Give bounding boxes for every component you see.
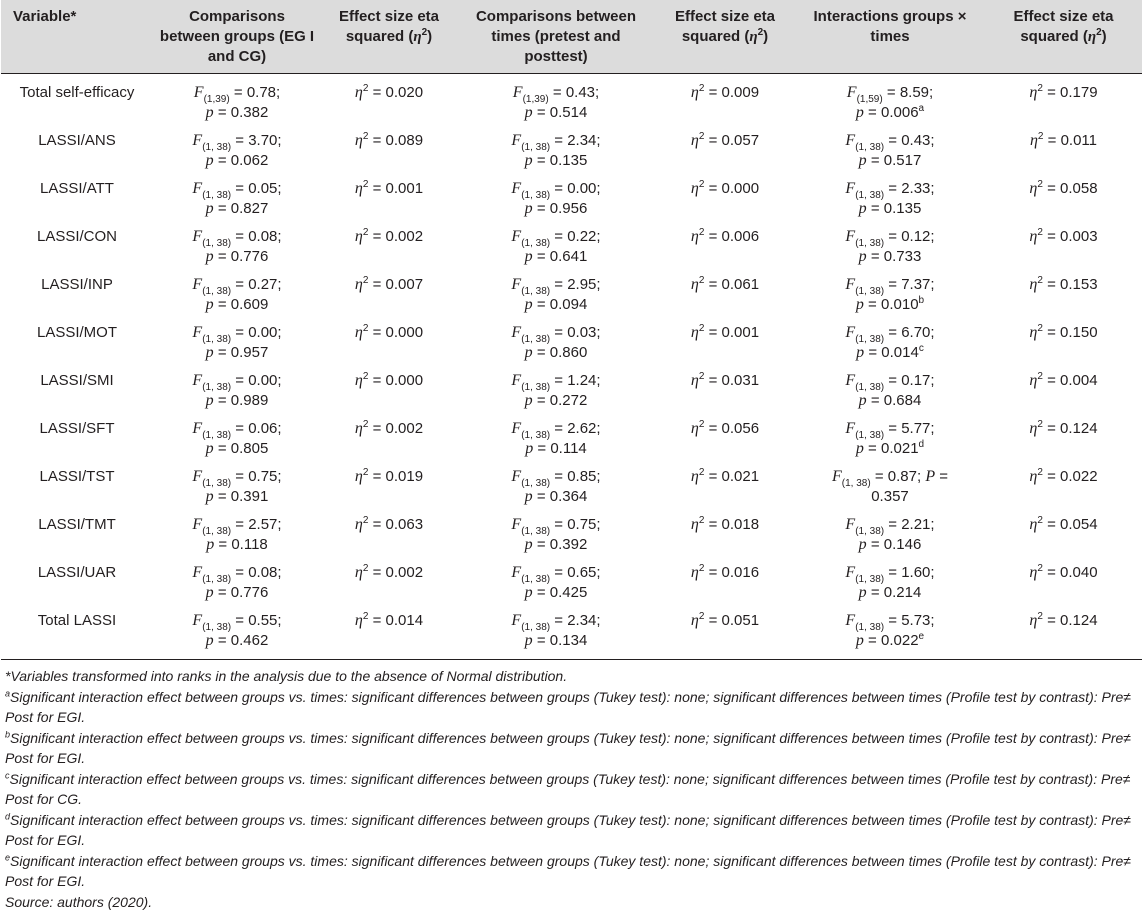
table-footnotes xyxy=(1,659,1142,912)
p-value: 0.684 xyxy=(883,392,922,409)
interaction-comparison: $F_{(1, 38)} = 1.60$; p = 0.214 xyxy=(845,564,935,601)
eta-value: 0.022 xyxy=(1060,468,1098,485)
df-value: (1, 38) xyxy=(521,238,551,249)
df-value: (1, 38) xyxy=(521,478,551,489)
f-value: 0.43 xyxy=(901,132,931,149)
f-value: 0.08 xyxy=(248,228,278,245)
footnote xyxy=(5,666,1142,687)
f-value: 3.70 xyxy=(248,132,278,149)
footnote-marker: e xyxy=(5,851,11,862)
eta-value: 0.001 xyxy=(385,180,424,197)
df-value: (1, 38) xyxy=(202,574,232,585)
df-value: (1, 38) xyxy=(855,622,885,633)
footnote-marker: e xyxy=(918,631,925,642)
df-value: (1,39) xyxy=(522,94,549,105)
groups-eta: $\eta^2 = 0.007$ xyxy=(354,275,424,293)
eta-value: 0.006 xyxy=(721,228,760,245)
times-eta: $\eta^2 = 0.056$ xyxy=(690,419,760,437)
eta-value: 0.150 xyxy=(1060,324,1098,341)
footnote-marker: c xyxy=(5,769,10,780)
footnote-text: Source: authors (2020). xyxy=(5,893,153,910)
eta-value: 0.018 xyxy=(721,516,760,533)
groups-comparison: $F_{(1, 38)} = 2.57$; p = 0.118 xyxy=(192,516,282,553)
groups-eta: $\eta^2 = 0.002$ xyxy=(354,227,424,245)
eta-value: 0.051 xyxy=(721,612,760,629)
df-value: (1, 38) xyxy=(521,142,551,153)
table-row xyxy=(1,515,1142,563)
p-value: 0.382 xyxy=(230,104,269,121)
groups-comparison: $F_{(1, 38)} = 0.27$; p = 0.609 xyxy=(192,276,282,313)
eta-value: 0.058 xyxy=(1060,180,1098,197)
p-value: 0.214 xyxy=(883,584,922,601)
results-table xyxy=(1,0,1142,659)
eta-value: 0.089 xyxy=(385,132,424,149)
f-value: 5.77 xyxy=(901,420,931,437)
row-variable: LASSI/UAR xyxy=(37,564,117,581)
times-comparison: $F_{(1, 38)} = 2.62$; p = 0.114 xyxy=(511,420,601,457)
row-variable: LASSI/MOT xyxy=(36,324,118,341)
header-eta-interactions: Effect size eta squared $(\eta^2)$ xyxy=(985,0,1142,74)
eta-value: 0.153 xyxy=(1060,276,1098,293)
times-comparison: $F_{(1,39)} = 0.43$; p = 0.514 xyxy=(512,84,600,121)
row-variable: LASSI/ANS xyxy=(38,132,116,149)
groups-eta: $\eta^2 = 0.000$ xyxy=(354,371,424,389)
df-value: (1, 38) xyxy=(841,478,871,489)
df-value: (1, 38) xyxy=(202,430,232,441)
groups-eta: $\eta^2 = 0.063$ xyxy=(354,515,424,533)
table-row xyxy=(1,227,1142,275)
f-value: 6.70 xyxy=(901,324,931,341)
groups-comparison: $F_{(1,39)} = 0.78$; p = 0.382 xyxy=(193,84,281,121)
header-between-groups: Comparisons between groups (EG I and CG) xyxy=(153,0,321,74)
interaction-comparison: $F_{(1, 38)} = 5.73$; p = 0.022$^e$ xyxy=(845,612,935,649)
f-value: 0.08 xyxy=(248,564,278,581)
eta-value: 0.124 xyxy=(1060,420,1098,437)
p-value: 0.146 xyxy=(883,536,922,553)
interaction-eta: $\eta^2 = 0.124$ xyxy=(1029,611,1098,629)
eta-value: 0.002 xyxy=(385,420,424,437)
interaction-comparison: $F_{(1, 38)} = 0.87$; P = 0.357 xyxy=(831,468,949,505)
df-value: (1, 38) xyxy=(202,478,232,489)
groups-eta: $\eta^2 = 0.000$ xyxy=(354,323,424,341)
eta-value: 0.056 xyxy=(721,420,760,437)
f-value: 1.60 xyxy=(901,564,931,581)
p-value: 0.094 xyxy=(549,296,588,313)
p-value: 0.114 xyxy=(550,440,587,457)
times-comparison: $F_{(1, 38)} = 0.85$; p = 0.364 xyxy=(511,468,601,505)
f-value: 0.12 xyxy=(901,228,931,245)
p-value: 0.357 xyxy=(871,488,909,505)
table-row xyxy=(1,371,1142,419)
times-eta: $\eta^2 = 0.031$ xyxy=(690,371,760,389)
p-value: 0.392 xyxy=(549,536,588,553)
times-comparison: $F_{(1, 38)} = 0.03$; p = 0.860 xyxy=(511,324,601,361)
table-row xyxy=(1,131,1142,179)
df-value: (1, 38) xyxy=(855,286,885,297)
p-value: 0.860 xyxy=(549,344,588,361)
groups-comparison: $F_{(1, 38)} = 0.00$; p = 0.989 xyxy=(192,372,282,409)
interaction-eta: $\eta^2 = 0.058$ xyxy=(1029,179,1098,197)
groups-comparison: $F_{(1, 38)} = 0.08$; p = 0.776 xyxy=(192,228,282,265)
f-value: 0.00 xyxy=(248,372,278,389)
df-value: (1, 38) xyxy=(202,526,232,537)
footnote-marker: d xyxy=(5,810,11,821)
df-value: (1, 38) xyxy=(202,334,232,345)
eta-value: 0.179 xyxy=(1060,84,1098,101)
row-variable: LASSI/CON xyxy=(36,228,118,245)
f-value: 8.59 xyxy=(899,84,930,101)
interaction-eta: $\eta^2 = 0.011$ xyxy=(1029,131,1098,149)
footnote-text: Significant interaction effect between groups vs. times: significant differences between groups (Tukey test): none; significant differences between times (Profile test by contrast): Pre≠ Post for EGI. xyxy=(5,688,1131,725)
footnote xyxy=(5,810,1142,851)
table-row xyxy=(1,467,1142,515)
f-value: 0.22 xyxy=(567,228,597,245)
eta-value: 0.014 xyxy=(385,612,424,629)
footnote-text: Significant interaction effect between groups vs. times: significant differences between groups (Tukey test): none; significant differences between times (Profile test by contrast): Pre≠ Post for EGI. xyxy=(5,852,1131,889)
table-row xyxy=(1,563,1142,611)
interaction-eta: $\eta^2 = 0.153$ xyxy=(1029,275,1098,293)
p-value: 0.517 xyxy=(883,152,922,169)
df-value: (1, 38) xyxy=(855,526,885,537)
interaction-comparison: $F_{(1, 38)} = 0.43$; p = 0.517 xyxy=(845,132,935,169)
interaction-eta: $\eta^2 = 0.179$ xyxy=(1029,83,1098,101)
times-comparison: $F_{(1, 38)} = 2.95$; p = 0.094 xyxy=(511,276,601,313)
footnote-text: Significant interaction effect between groups vs. times: significant differences between groups (Tukey test): none; significant differences between times (Profile test by contrast): Pre≠ Post for EGI. xyxy=(5,729,1131,766)
eta-value: 0.002 xyxy=(385,228,424,245)
df-value: (1, 38) xyxy=(521,382,551,393)
times-eta: $\eta^2 = 0.001$ xyxy=(690,323,760,341)
f-value: 2.57 xyxy=(248,516,278,533)
interaction-eta: $\eta^2 = 0.040$ xyxy=(1029,563,1098,581)
row-variable: LASSI/SFT xyxy=(39,420,115,437)
header-variable: Variable* xyxy=(1,0,153,74)
header-between-times: Comparisons between times (pretest and posttest) xyxy=(457,0,655,74)
p-value: 0.134 xyxy=(549,632,588,649)
table-row xyxy=(1,275,1142,323)
interaction-eta: $\eta^2 = 0.054$ xyxy=(1029,515,1098,533)
f-value: 0.87 xyxy=(887,468,917,485)
row-variable: LASSI/SMI xyxy=(40,372,114,389)
f-value: 0.03 xyxy=(567,324,597,341)
interaction-comparison: $F_{(1, 38)} = 6.70$; p = 0.014$^c$ xyxy=(845,324,935,361)
df-value: (1, 38) xyxy=(202,238,232,249)
f-value: 0.06 xyxy=(248,420,278,437)
times-comparison: $F_{(1, 38)} = 1.24$; p = 0.272 xyxy=(511,372,601,409)
footnote-marker: c xyxy=(918,343,924,354)
df-value: (1, 38) xyxy=(521,574,551,585)
groups-comparison: $F_{(1, 38)} = 3.70$; p = 0.062 xyxy=(192,132,282,169)
groups-comparison: $F_{(1, 38)} = 0.55$; p = 0.462 xyxy=(192,612,282,649)
df-value: (1, 38) xyxy=(202,382,232,393)
eta-value: 0.016 xyxy=(721,564,760,581)
df-value: (1, 38) xyxy=(855,142,885,153)
groups-eta: $\eta^2 = 0.019$ xyxy=(354,467,424,485)
groups-comparison: $F_{(1, 38)} = 0.05$; p = 0.827 xyxy=(192,180,282,217)
interaction-comparison: $F_{(1, 38)} = 2.33$; p = 0.135 xyxy=(845,180,935,217)
p-value: 0.957 xyxy=(230,344,269,361)
times-comparison: $F_{(1, 38)} = 0.65$; p = 0.425 xyxy=(511,564,601,601)
f-value: 5.73 xyxy=(901,612,931,629)
eta-value: 0.000 xyxy=(385,324,424,341)
p-value: 0.135 xyxy=(883,200,922,217)
df-value: (1, 38) xyxy=(521,430,551,441)
df-value: (1, 38) xyxy=(855,574,885,585)
interaction-eta: $\eta^2 = 0.124$ xyxy=(1029,419,1098,437)
f-value: 0.75 xyxy=(248,468,278,485)
p-value: 0.062 xyxy=(230,152,269,169)
groups-eta: $\eta^2 = 0.002$ xyxy=(354,563,424,581)
f-value: 0.00 xyxy=(248,324,278,341)
p-value: 0.733 xyxy=(883,248,922,265)
times-eta: $\eta^2 = 0.051$ xyxy=(690,611,760,629)
interaction-comparison: $F_{(1, 38)} = 2.21$; p = 0.146 xyxy=(845,516,935,553)
eta-value: 0.124 xyxy=(1060,612,1098,629)
header-interactions: Interactions groups × times xyxy=(795,0,985,74)
f-value: 0.43 xyxy=(565,84,596,101)
f-value: 0.27 xyxy=(248,276,278,293)
p-value: 0.014 xyxy=(881,344,919,361)
eta-value: 0.019 xyxy=(385,468,424,485)
f-value: 0.75 xyxy=(567,516,597,533)
f-value: 2.34 xyxy=(567,132,597,149)
interaction-eta: $\eta^2 = 0.003$ xyxy=(1029,227,1098,245)
times-eta: $\eta^2 = 0.018$ xyxy=(690,515,760,533)
eta-value: 0.057 xyxy=(721,132,760,149)
row-variable: Total self-efficacy xyxy=(19,84,135,101)
df-value: (1, 38) xyxy=(202,142,232,153)
header-eta-groups: Effect size eta squared $(\eta^2)$ xyxy=(321,0,457,74)
groups-eta: $\eta^2 = 0.001$ xyxy=(354,179,424,197)
footnote xyxy=(5,892,1142,913)
df-value: (1, 38) xyxy=(521,190,551,201)
eta-value: 0.040 xyxy=(1060,564,1098,581)
p-value: 0.022 xyxy=(881,632,919,649)
f-value: 0.55 xyxy=(248,612,278,629)
times-eta: $\eta^2 = 0.009$ xyxy=(690,83,760,101)
footnote xyxy=(5,769,1142,810)
eta-value: 0.000 xyxy=(721,180,760,197)
eta-value: 0.011 xyxy=(1060,132,1098,149)
times-eta: $\eta^2 = 0.016$ xyxy=(690,563,760,581)
p-value: 0.135 xyxy=(549,152,588,169)
table-row xyxy=(1,419,1142,467)
table-row xyxy=(1,611,1142,659)
groups-comparison: $F_{(1, 38)} = 0.06$; p = 0.805 xyxy=(192,420,282,457)
p-value: 0.776 xyxy=(230,248,269,265)
df-value: (1, 38) xyxy=(855,334,885,345)
p-value: 0.776 xyxy=(230,584,269,601)
eta-value: 0.001 xyxy=(721,324,760,341)
p-value: 0.514 xyxy=(549,104,588,121)
times-eta: $\eta^2 = 0.021$ xyxy=(690,467,760,485)
p-value: 0.272 xyxy=(549,392,588,409)
interaction-eta: $\eta^2 = 0.004$ xyxy=(1029,371,1098,389)
p-value: 0.391 xyxy=(230,488,269,505)
df-value: (1, 38) xyxy=(202,622,232,633)
footnote xyxy=(5,851,1142,892)
eta-value: 0.003 xyxy=(1060,228,1098,245)
p-value: 0.609 xyxy=(230,296,269,313)
p-value: 0.364 xyxy=(549,488,588,505)
p-value: 0.118 xyxy=(231,536,268,553)
times-eta: $\eta^2 = 0.057$ xyxy=(690,131,760,149)
f-value: 7.37 xyxy=(901,276,931,293)
header-eta-times: Effect size eta squared $(\eta^2)$ xyxy=(655,0,795,74)
results-table-container xyxy=(1,0,1142,912)
footnote-marker: a xyxy=(918,103,925,114)
p-value: 0.462 xyxy=(230,632,269,649)
footnote-marker: b xyxy=(918,295,925,306)
p-value: 0.010 xyxy=(881,296,919,313)
table-row xyxy=(1,74,1142,132)
table-row xyxy=(1,179,1142,227)
df-value: (1,59) xyxy=(856,94,883,105)
times-comparison: $F_{(1, 38)} = 0.00$; p = 0.956 xyxy=(511,180,601,217)
times-comparison: $F_{(1, 38)} = 0.75$; p = 0.392 xyxy=(511,516,601,553)
footnote-text: Significant interaction effect between groups vs. times: significant differences between groups (Tukey test): none; significant differences between times (Profile test by contrast): Pre≠ Post for EGI. xyxy=(5,811,1131,848)
times-eta: $\eta^2 = 0.006$ xyxy=(690,227,760,245)
row-variable: LASSI/TMT xyxy=(38,516,116,533)
df-value: (1, 38) xyxy=(521,622,551,633)
table-row xyxy=(1,323,1142,371)
times-eta: $\eta^2 = 0.061$ xyxy=(690,275,760,293)
row-variable: LASSI/INP xyxy=(41,276,113,293)
interaction-eta: $\eta^2 = 0.022$ xyxy=(1029,467,1098,485)
f-value: 2.33 xyxy=(901,180,931,197)
interaction-comparison: $F_{(1, 38)} = 5.77$; p = 0.021$^d$ xyxy=(845,420,935,457)
df-value: (1, 38) xyxy=(855,190,885,201)
eta-value: 0.021 xyxy=(721,468,760,485)
df-value: (1, 38) xyxy=(521,526,551,537)
footnote-text: Significant interaction effect between groups vs. times: significant differences between groups (Tukey test): none; significant differences between times (Profile test by contrast): Pre≠ Post for CG. xyxy=(5,770,1131,807)
p-value: 0.956 xyxy=(549,200,588,217)
footnote-marker: b xyxy=(5,728,11,739)
f-value: 2.34 xyxy=(567,612,597,629)
eta-value: 0.020 xyxy=(385,84,424,101)
df-value: (1,39) xyxy=(203,94,230,105)
header-row xyxy=(1,0,1142,74)
footnote xyxy=(5,687,1142,728)
p-value: 0.425 xyxy=(549,584,588,601)
df-value: (1, 38) xyxy=(855,430,885,441)
eta-value: 0.002 xyxy=(385,564,424,581)
p-value: 0.006 xyxy=(881,104,919,121)
row-variable: Total LASSI xyxy=(37,612,117,629)
row-variable: LASSI/ATT xyxy=(40,180,114,197)
f-value: 2.95 xyxy=(567,276,597,293)
eta-value: 0.007 xyxy=(385,276,424,293)
f-value: 0.78 xyxy=(246,84,277,101)
f-value: 0.65 xyxy=(567,564,597,581)
times-comparison: $F_{(1, 38)} = 2.34$; p = 0.134 xyxy=(511,612,601,649)
f-value: 0.85 xyxy=(567,468,597,485)
df-value: (1, 38) xyxy=(202,286,232,297)
df-value: (1, 38) xyxy=(855,238,885,249)
interaction-comparison: $F_{(1,59)} = 8.59$; p = 0.006$^a$ xyxy=(846,84,934,121)
times-comparison: $F_{(1, 38)} = 0.22$; p = 0.641 xyxy=(511,228,601,265)
times-eta: $\eta^2 = 0.000$ xyxy=(690,179,760,197)
p-value: 0.989 xyxy=(230,392,269,409)
groups-comparison: $F_{(1, 38)} = 0.08$; p = 0.776 xyxy=(192,564,282,601)
f-value: 0.05 xyxy=(248,180,278,197)
footnote-marker: d xyxy=(918,439,925,450)
footnote-marker: a xyxy=(5,687,11,698)
interaction-comparison: $F_{(1, 38)} = 0.12$; p = 0.733 xyxy=(845,228,935,265)
groups-eta: $\eta^2 = 0.089$ xyxy=(354,131,424,149)
groups-comparison: $F_{(1, 38)} = 0.75$; p = 0.391 xyxy=(192,468,282,505)
footnote xyxy=(5,728,1142,769)
eta-value: 0.031 xyxy=(721,372,760,389)
times-comparison: $F_{(1, 38)} = 2.34$; p = 0.135 xyxy=(511,132,601,169)
interaction-comparison: $F_{(1, 38)} = 7.37$; p = 0.010$^b$ xyxy=(845,276,935,313)
df-value: (1, 38) xyxy=(521,286,551,297)
eta-value: 0.054 xyxy=(1060,516,1098,533)
groups-eta: $\eta^2 = 0.020$ xyxy=(354,83,424,101)
eta-value: 0.004 xyxy=(1060,372,1098,389)
eta-value: 0.061 xyxy=(721,276,760,293)
f-value: 1.24 xyxy=(567,372,597,389)
table-body xyxy=(1,74,1142,660)
groups-comparison: $F_{(1, 38)} = 0.00$; p = 0.957 xyxy=(192,324,282,361)
groups-eta: $\eta^2 = 0.002$ xyxy=(354,419,424,437)
footnote-text: *Variables transformed into ranks in the analysis due to the absence of Normal distribution. xyxy=(5,668,568,684)
p-value: 0.805 xyxy=(230,440,269,457)
groups-eta: $\eta^2 = 0.014$ xyxy=(354,611,424,629)
interaction-eta: $\eta^2 = 0.150$ xyxy=(1029,323,1098,341)
f-value: 2.62 xyxy=(567,420,597,437)
df-value: (1, 38) xyxy=(202,190,232,201)
f-value: 0.00 xyxy=(567,180,597,197)
df-value: (1, 38) xyxy=(521,334,551,345)
eta-value: 0.063 xyxy=(385,516,424,533)
f-value: 2.21 xyxy=(901,516,931,533)
df-value: (1, 38) xyxy=(855,382,885,393)
row-variable: LASSI/TST xyxy=(39,468,115,485)
p-value: 0.641 xyxy=(549,248,588,265)
interaction-comparison: $F_{(1, 38)} = 0.17$; p = 0.684 xyxy=(845,372,935,409)
p-value: 0.827 xyxy=(230,200,269,217)
p-value: 0.021 xyxy=(881,440,919,457)
f-value: 0.17 xyxy=(901,372,931,389)
eta-value: 0.000 xyxy=(385,372,424,389)
eta-value: 0.009 xyxy=(721,84,760,101)
